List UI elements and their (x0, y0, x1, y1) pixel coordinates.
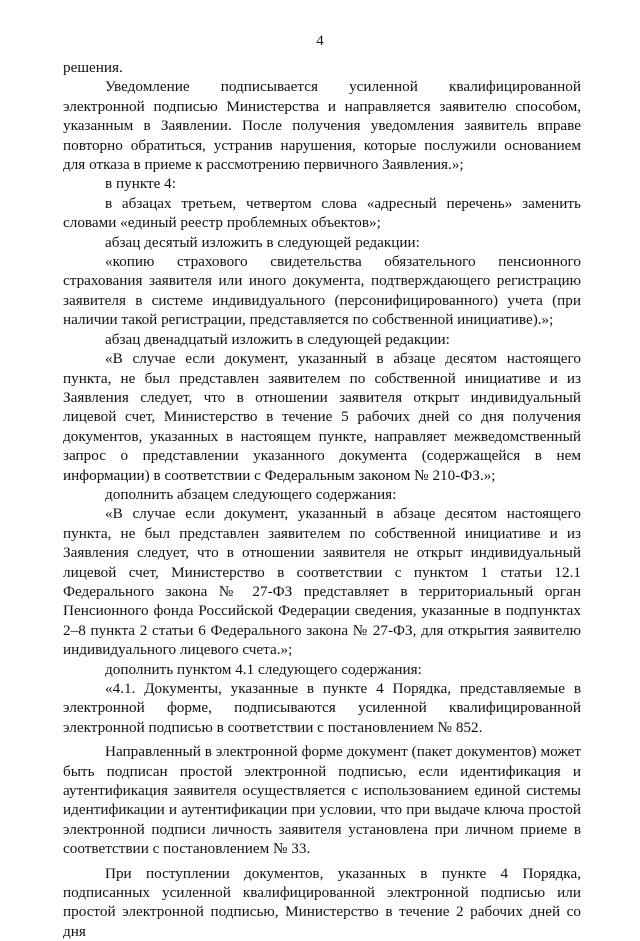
paragraph-continuation: решения. (63, 59, 123, 76)
paragraph-replace-words: в абзацах третьем, четвертом слова «адресный перечень» заменить словами «единый реестр проблемных объектов»; (63, 194, 581, 232)
paragraph-add-text: «В случае если документ, указанный в абзаце десятом настоящего пункта, не был представлен заявителем по собственной инициативе и из Заявления следует, что в отношении заявителя не открыт индивидуальный лицевой счет, Министерство в соответствии с пунктом 1 статьи 12.1 Федерального закона № 27-ФЗ представляет в территориальный орган Пенсионного фонда Российской Федерации сведения, указанные в подпунктах 2–8 пункта 2 статьи 6 Федерального закона № 27-ФЗ, для открытия заявителю индивидуального лицевого счета.»; (63, 505, 581, 659)
paragraph-simple-signature: Направленный в электронной форме документ (пакет документов) может быть подписан простой электронной подписью, если идентификация и аутентификация заявителя осуществляется с использованием единой системы идентификации и аутентификации при условии, что при выдаче ключа простой электронной подписи личность заявителя установлена при личном приеме в соответствии с постановлением № 33. (63, 743, 581, 858)
paragraph-add-heading: дополнить абзацем следующего содержания: (105, 485, 397, 503)
paragraph-twelfth-text: «В случае если документ, указанный в абзаце десятом настоящего пункта, не был представлен заявителем по собственной инициативе и из Заявления следует, что в отношении заявителя открыт индивидуальный лицевой счет, Министерство в течение 5 рабочих дней со дня получения документов, указанных в настоящем пункте, направляет межведомственный запрос о представлении указанного документа (содержащейся в нем информации) в соответствии с Федеральным законом № 210-ФЗ.»; (63, 350, 581, 484)
paragraph-tenth-text: «копию страхового свидетельства обязательного пенсионного страхования заявителя или иного документа, подтверждающего регистрацию заявителя в системе индивидуального (персонифицированного) учета (при наличии такой регистрации, представляется по собственной инициативе).»; (63, 253, 581, 329)
page-number: 4 (316, 33, 324, 49)
document-body (63, 58, 581, 941)
paragraph-tenth-heading: абзац десятый изложить в следующей редакции: (105, 233, 420, 251)
paragraph-receipt: При поступлении документов, указанных в пункте 4 Порядка, подписанных усиленной квалифицированной электронной подписью или простой электронной подписью, Министерство в течение 2 рабочих дней со дня (63, 864, 581, 940)
paragraph-twelfth-heading: абзац двенадцатый изложить в следующей редакции: (105, 330, 450, 348)
paragraph-clause-4-1-text: «4.1. Документы, указанные в пункте 4 Порядка, представляемые в электронной форме, подписываются усиленной квалифицированной электронной подписью в соответствии с постановлением № 852. (63, 680, 581, 736)
paragraph-clause-4-heading: в пункте 4: (105, 175, 176, 193)
paragraph-clause-4-1-heading: дополнить пунктом 4.1 следующего содержания: (105, 660, 422, 678)
paragraph-notification: Уведомление подписывается усиленной квалифицированной электронной подписью Министерства и направляется заявителю способом, указанным в Заявлении. После получения уведомления заявитель вправе повторно обратиться, устранив нарушения, которые послужили основанием для отказа в приеме к рассмотрению первичного Заявления.»; (63, 78, 581, 174)
